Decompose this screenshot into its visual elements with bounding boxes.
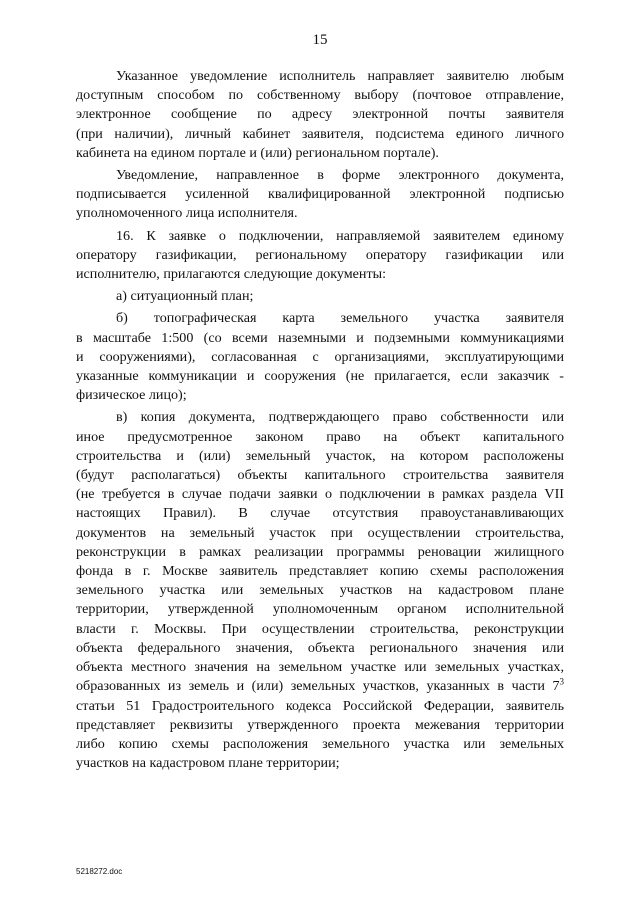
text-line: в масштабе 1:500 (со всеми наземными и подземными коммуникациями [76,329,564,346]
text-line: представляет реквизиты утвержденного проекта межевания территории [76,716,564,733]
footer-filename: 5218272.doc [76,867,123,876]
paragraph [76,227,564,285]
text-line: указанные коммуникации и сооружения (не прилагается, если заказчик - [76,368,564,385]
text-line: либо копию схемы расположения земельного участка или земельных [76,735,564,752]
superscript: 3 [559,676,564,687]
paragraph [76,166,564,224]
text-line: иное предусмотренное законом право на объект капитального [76,428,564,445]
text-line: уполномоченного лица исполнителя. [76,205,298,222]
text-line: 16. К заявке о подключении, направляемой заявителем единому [116,227,564,244]
text-line: подписывается усиленной квалифицированной электронной подписью [76,186,564,203]
text-line: Уведомление, направленное в форме электронного документа, [116,167,564,184]
document-body [76,67,564,776]
text-line: исполнителю, прилагаются следующие документы: [76,266,387,283]
paragraph [76,287,564,306]
text-line: документов на земельный участок при осуществлении строительства, [76,524,564,541]
paragraph [76,67,564,163]
paragraph [76,408,564,773]
text-line: оператору газификации, региональному оператору газификации или [76,246,564,263]
text-line: (будут располагаться) объекты капитального строительства заявителя [76,467,564,484]
text-line: земельного участка или земельных участков на кадастровом плане [76,582,564,599]
text-line: настоящих Правил). В случае отсутствия правоустанавливающих [76,505,564,522]
text-line: территории, утвержденной уполномоченным органом исполнительной [76,601,564,618]
text-line: кабинета на едином портале и (или) региональном портале). [76,144,439,161]
text-line: электронное сообщение по адресу электронной почты заявителя [76,106,564,123]
text-line: участков на кадастровом плане территории; [76,755,340,772]
paragraph [76,309,564,405]
text-line: образованных из земель и (или) земельных участков, указанных в части $7^3$ [76,676,564,695]
text-line: объекта местного значения на земельном участке или земельных участках, [76,659,564,676]
text-line: (не требуется в случае подачи заявки о подключении в рамках раздела VII [76,486,564,503]
text-line: фонда в г. Москве заявитель представляет копию схемы расположения [76,563,564,580]
text-line: строительства и (или) земельный участок, на котором расположены [76,447,564,464]
text-line: физическое лицо); [76,387,187,404]
text-line: реконструкции в рамках реализации программы реновации жилищного [76,543,564,560]
text-line: б) топографическая карта земельного участка заявителя [116,310,564,327]
text-line: власти г. Москвы. При осуществлении строительства, реконструкции [76,620,564,637]
text-line: (при наличии), личный кабинет заявителя, подсистема единого личного [76,125,564,142]
text-line: в) копия документа, подтверждающего право собственности или [116,409,564,426]
page-number: 15 [312,32,328,48]
text-line: доступным способом по собственному выбору (почтовое отправление, [76,87,564,104]
text-line: а) ситуационный план; [116,288,254,305]
text-line: Указанное уведомление исполнитель направляет заявителю любым [116,68,564,84]
text-line: статьи 51 Градостроительного кодекса Российской Федерации, заявитель [76,697,564,714]
text-line: и сооружениями), согласованная с организациями, эксплуатирующими [76,348,564,365]
text-line: объекта федерального значения, объекта регионального значения или [76,639,564,656]
